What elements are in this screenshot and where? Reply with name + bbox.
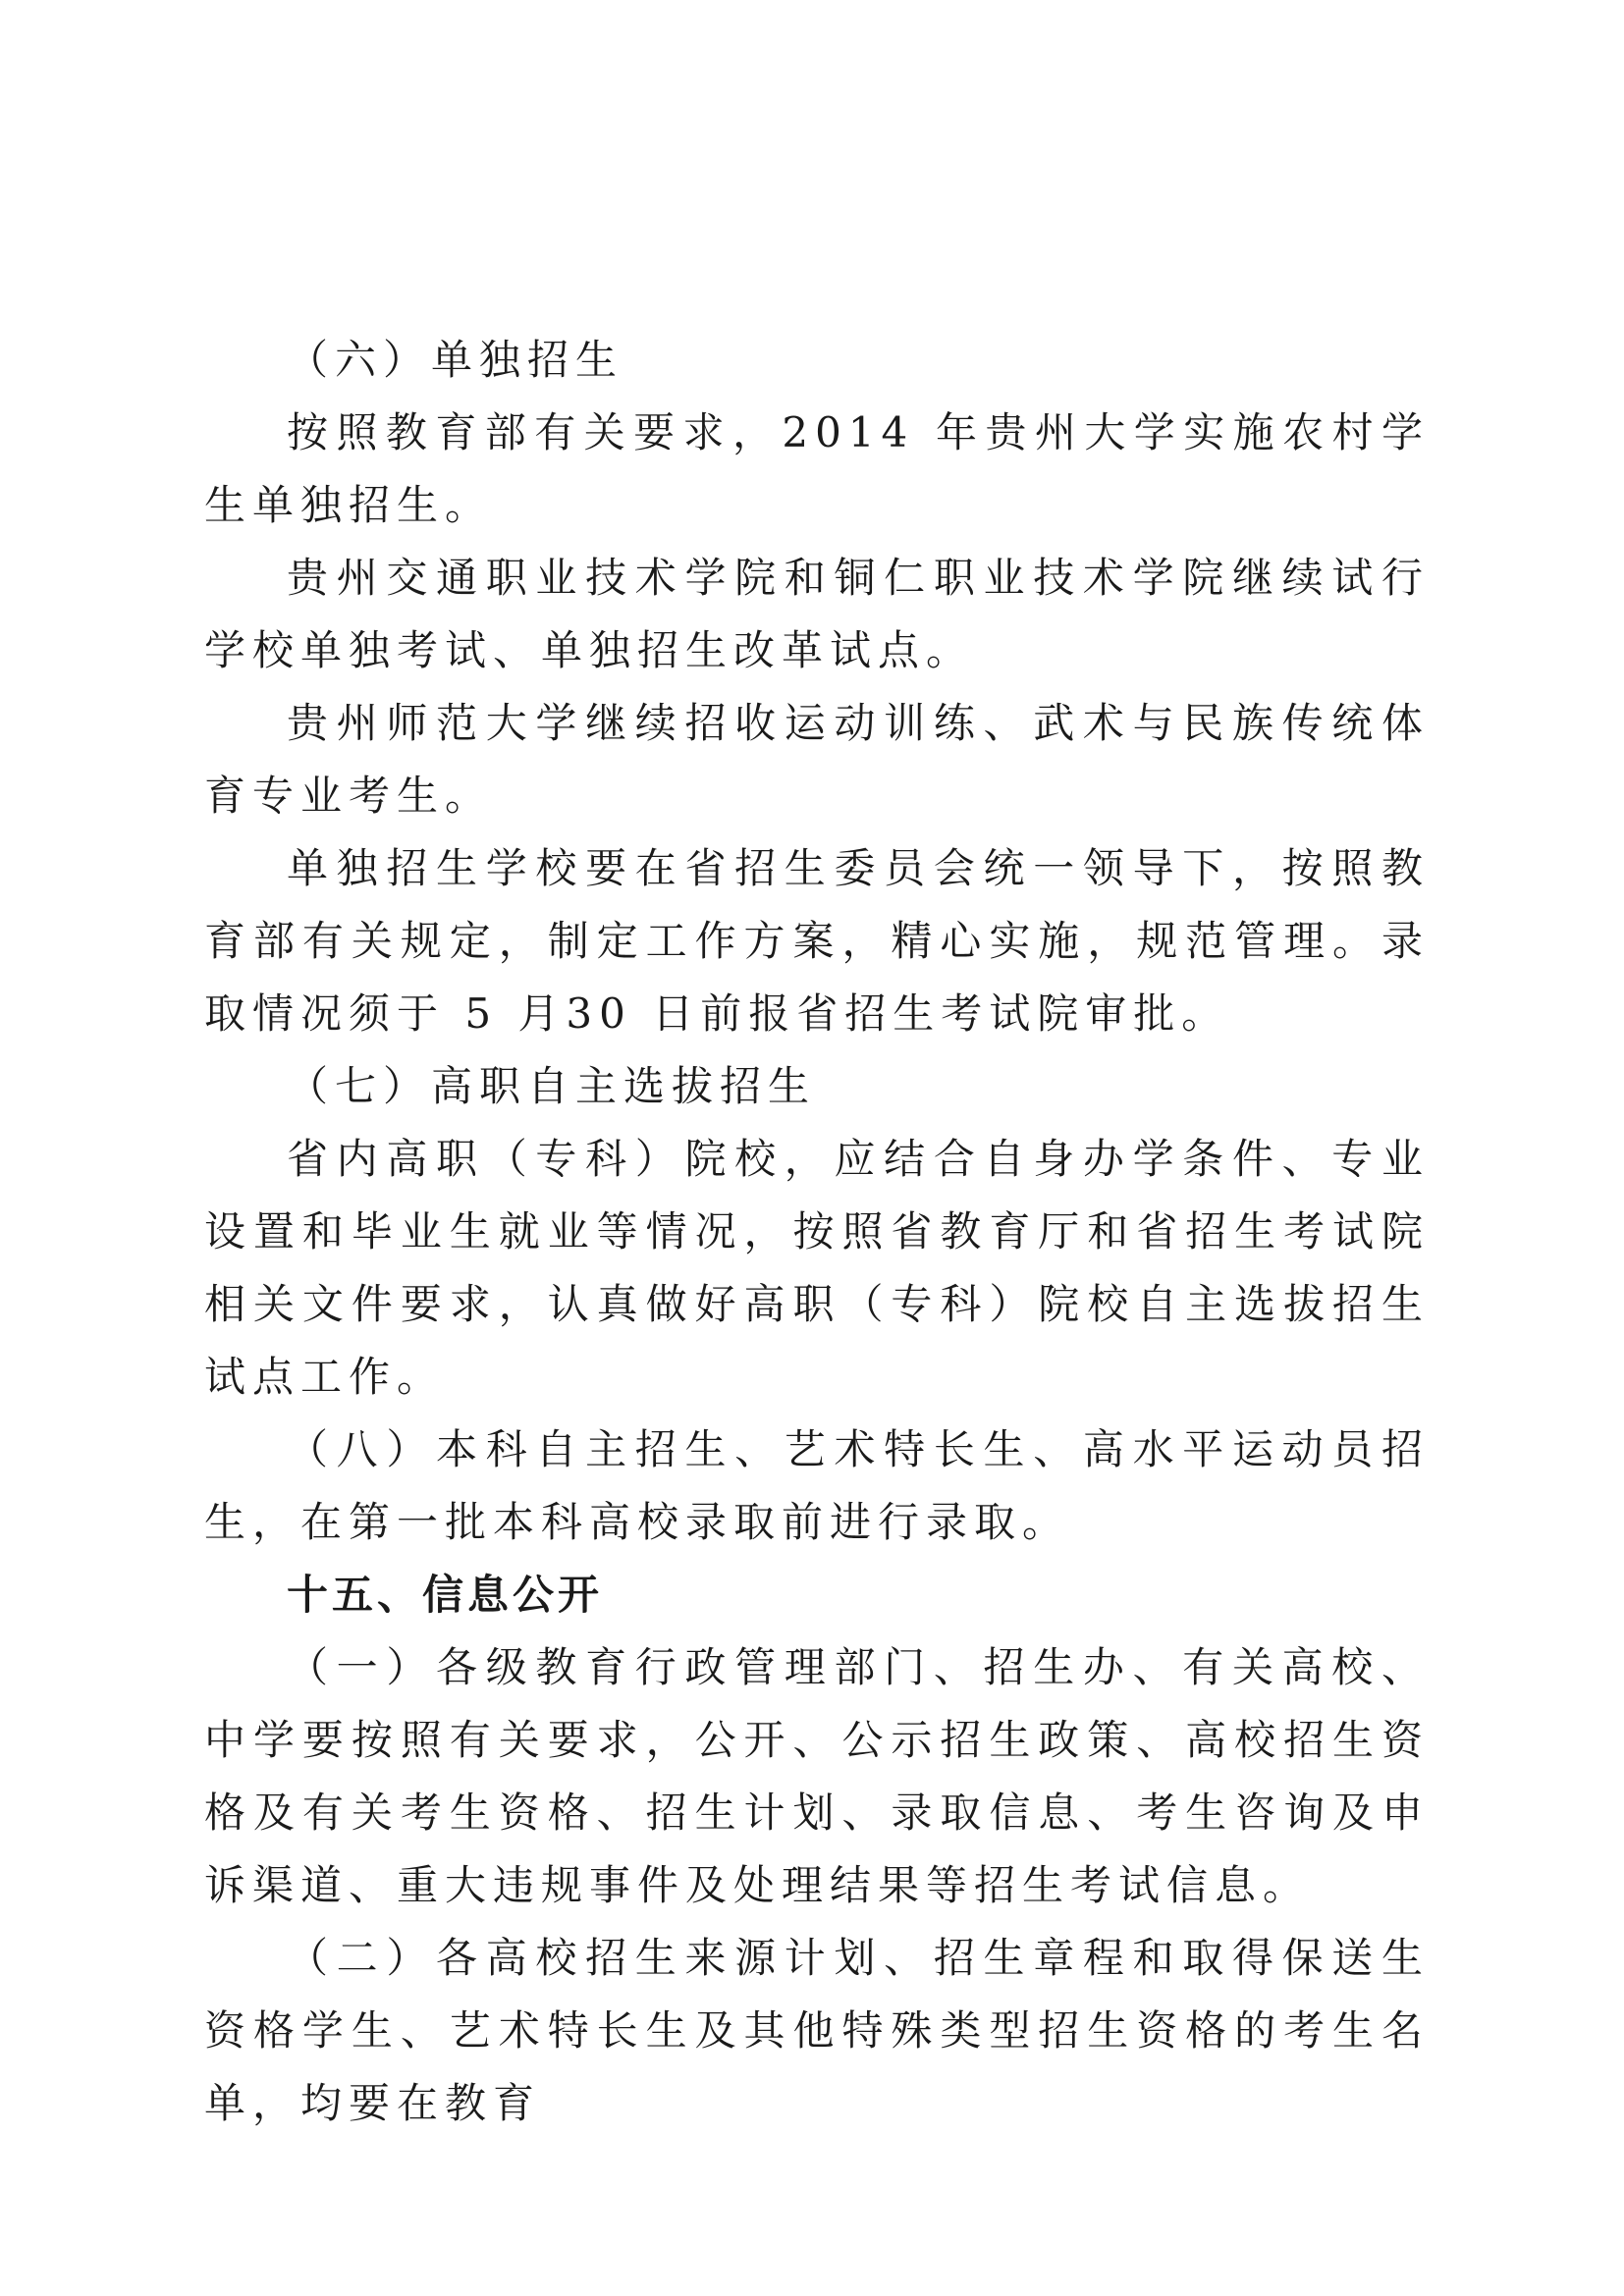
document-body <box>204 324 1430 2140</box>
paragraph-guizhou-university: 按照教育部有关要求，2014 年贵州大学实施农村学生单独招生。 <box>204 408 1430 529</box>
section-heading-information-disclosure: 十五、信息公开 <box>287 1571 604 1619</box>
paragraph-special-admissions: （八）本科自主招生、艺术特长生、高水平运动员招生，在第一批本科高校录取前进行录取。 <box>204 1425 1430 1546</box>
paragraph-disclosure-two: （二）各高校招生来源计划、招生章程和取得保送生资格学生、艺术特长生及其他特殊类型招生资格的考生名单，均要在教育 <box>204 1934 1430 2127</box>
subheading-independent-enrollment: （六）单独招生 <box>287 336 624 384</box>
paragraph-normal-university-sports: 贵州师范大学继续招收运动训练、武术与民族传统体育专业考生。 <box>204 699 1430 820</box>
paragraph-enrollment-regulation: 单独招生学校要在省招生委员会统一领导下，按照教育部有关规定，制定工作方案，精心实施，规范管理。录取情况须于 5 月30 日前报省招生考试院审批。 <box>204 844 1430 1038</box>
subheading-vocational-self-selection: （七）高职自主选拔招生 <box>287 1062 817 1110</box>
paragraph-disclosure-one: （一）各级教育行政管理部门、招生办、有关高校、中学要按照有关要求，公开、公示招生政策、高校招生资格及有关考生资格、招生计划、录取信息、考生咨询及申诉渠道、重大违规事件及处理结果等招生考试信息。 <box>204 1643 1430 1909</box>
paragraph-vocational-self-selection: 省内高职（专科）院校，应结合自身办学条件、专业设置和毕业生就业等情况，按照省教育厅和省招生考试院相关文件要求，认真做好高职（专科）院校自主选拔招生试点工作。 <box>204 1135 1430 1401</box>
paragraph-vocational-colleges-pilot: 贵州交通职业技术学院和铜仁职业技术学院继续试行学校单独考试、单独招生改革试点。 <box>204 554 1430 674</box>
